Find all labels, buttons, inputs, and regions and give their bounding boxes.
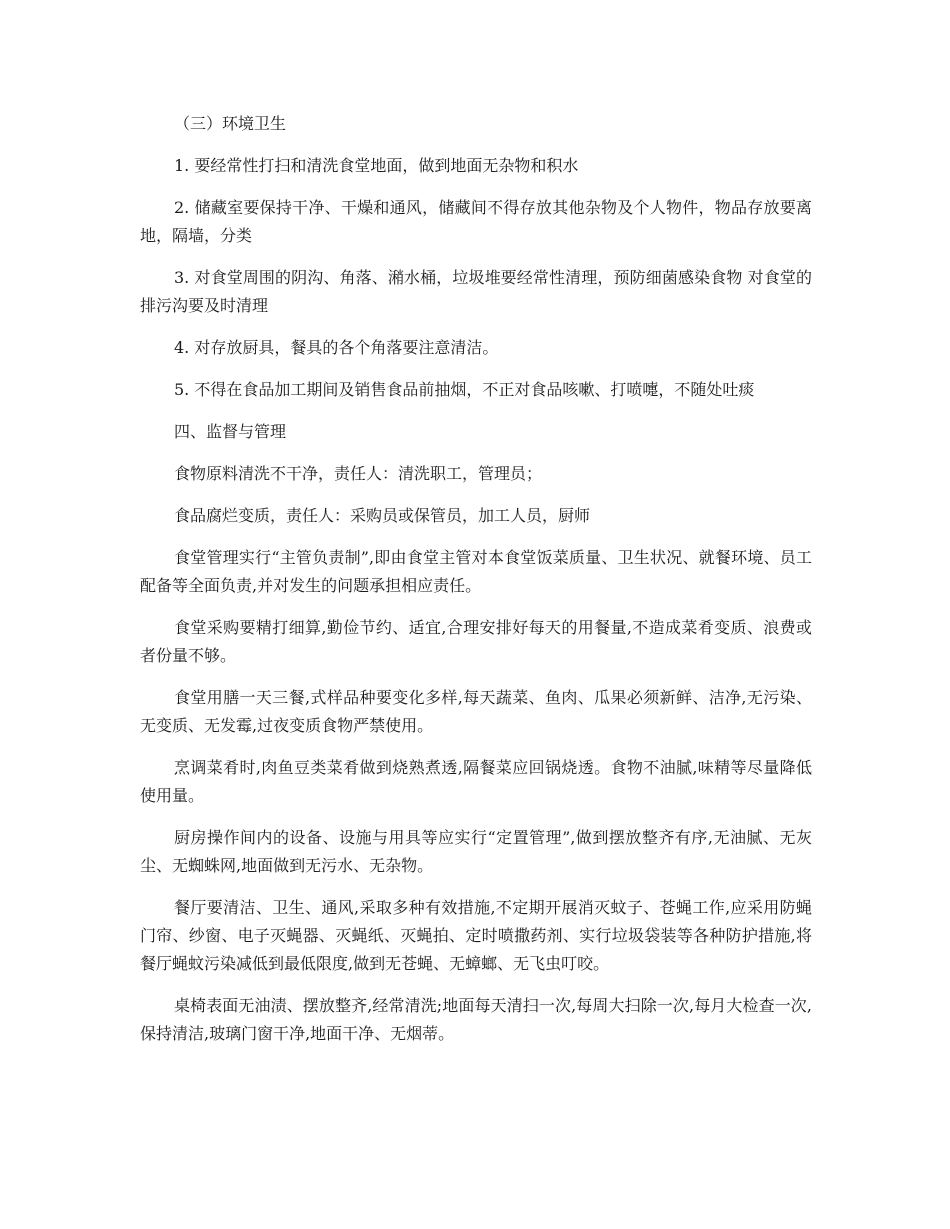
responsibility-item-1: 食物原料清洗不干净，责任人：清洗职工，管理员； (174, 464, 543, 483)
section-heading-environment-hygiene: （三）环境卫生 (174, 114, 287, 133)
body-paragraph: 食堂采购要精打细算,勤俭节约、适宜,合理安排好每天的用餐量,不造成菜肴变质、浪费或者份量不够。 (140, 618, 812, 665)
rule-item-4: 4. 对存放厨具，餐具的各个角落要注意清洁。 (174, 338, 499, 357)
body-paragraph: 桌椅表面无油渍、摆放整齐,经常清洗;地面每天清扫一次,每周大扫除一次,每月大检查一次,保持清洁,玻璃门窗干净,地面干净、无烟蒂。 (140, 996, 812, 1043)
rule-item-3: 3. 对食堂周围的阴沟、角落、潲水桶，垃圾堆要经常性清理，预防细菌感染食物 对食堂的排污沟要及时清理 (140, 268, 812, 315)
body-paragraph: 厨房操作间内的设备、设施与用具等应实行“定置管理”,做到摆放整齐有序,无油腻、无灰尘、无蜘蛛网,地面做到无污水、无杂物。 (140, 828, 812, 875)
section-heading-supervision: 四、监督与管理 (174, 422, 287, 441)
body-paragraph: 食堂用膳一天三餐,式样品种要变化多样,每天蔬菜、鱼肉、瓜果必须新鲜、洁净,无污染、无变质、无发霉,过夜变质食物严禁使用。 (140, 688, 812, 735)
body-paragraph: 食堂管理实行“主管负责制”,即由食堂主管对本食堂饭菜质量、卫生状况、就餐环境、员工配备等全面负责,并对发生的问题承担相应责任。 (140, 548, 812, 595)
body-paragraph: 餐厅要清洁、卫生、通风,采取多种有效措施,不定期开展消灭蚊子、苍蝇工作,应采用防蝇门帘、纱窗、电子灭蝇器、灭蝇纸、灭蝇拍、定时喷撒药剂、实行垃圾袋装等各种防护措施,将餐厅蝇蚊污染减低到最低限度,做到无苍蝇、无蟑螂、无飞虫叮咬。 (140, 898, 812, 973)
responsibility-item-2: 食品腐烂变质，责任人：采购员或保管员，加工人员，厨师 (174, 506, 591, 525)
rule-item-5: 5. 不得在食品加工期间及销售食品前抽烟，不正对食品咳嗽、打喷嚏，不随处吐痰 (174, 380, 755, 399)
document-body (140, 110, 812, 1062)
body-paragraph: 烹调菜肴时,肉鱼豆类菜肴做到烧熟煮透,隔餐菜应回锅烧透。食物不油腻,味精等尽量降低使用量。 (140, 758, 812, 805)
rule-item-1: 1. 要经常性打扫和清洗食堂地面，做到地面无杂物和积水 (174, 156, 579, 175)
rule-item-2: 2. 储藏室要保持干净、干燥和通风，储藏间不得存放其他杂物及个人物件，物品存放要离地，隔墙，分类 (140, 198, 812, 245)
